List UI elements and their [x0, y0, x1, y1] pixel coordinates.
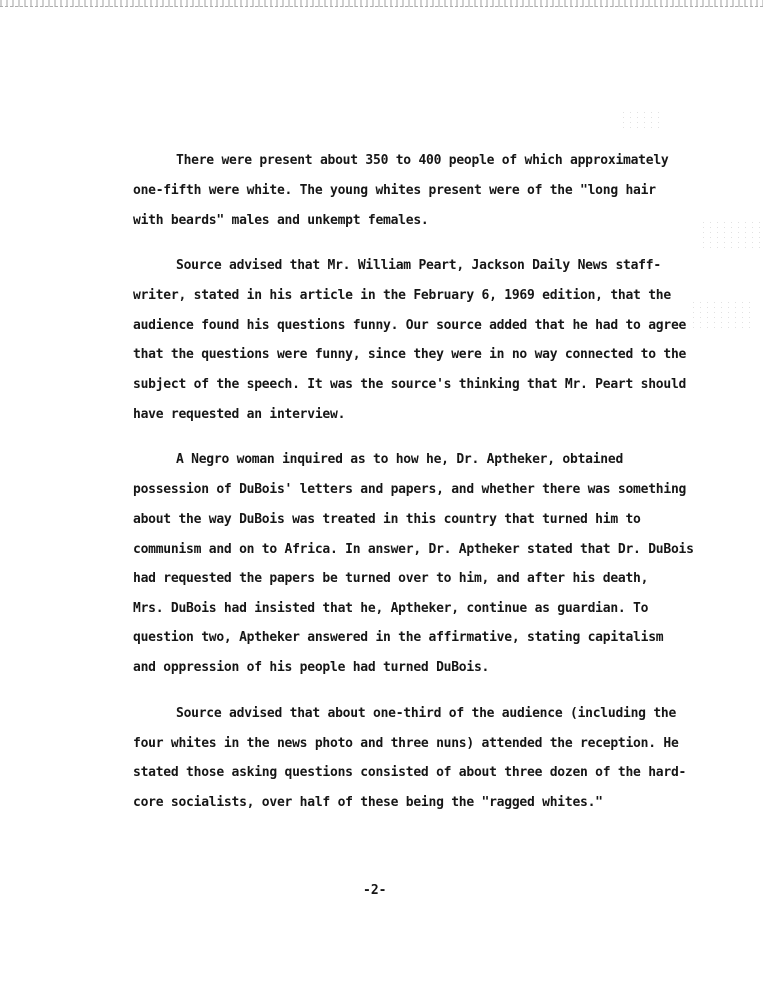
text-line: possession of DuBois' letters and papers, and whether there was something — [133, 482, 687, 497]
text-line: that the questions were funny, since they were in no way connected to the — [133, 347, 687, 362]
text-line: and oppression of his people had turned DuBois. — [133, 660, 490, 675]
text-line: Source advised that about one-third of the audience (including the — [176, 706, 677, 721]
text-line: writer, stated in his article in the February 6, 1969 edition, that the — [133, 288, 671, 303]
text-line: four whites in the news photo and three nuns) attended the reception. He — [133, 736, 679, 751]
text-line: with beards" males and unkempt females. — [133, 213, 429, 228]
text-line: had requested the papers be turned over to him, and after his death, — [133, 571, 649, 586]
page-number: -2- — [363, 883, 387, 898]
text-line: communism and on to Africa. In answer, Dr. Aptheker stated that Dr. DuBois — [133, 542, 694, 557]
text-line: Source advised that Mr. William Peart, Jackson Daily News staff- — [176, 258, 661, 273]
text-line: audience found his questions funny. Our source added that he had to agree — [133, 318, 687, 333]
text-line: question two, Aptheker answered in the affirmative, stating capitalism — [133, 630, 664, 645]
text-line: There were present about 350 to 400 people of which approximately — [176, 153, 669, 168]
text-line: have requested an interview. — [133, 407, 346, 422]
text-line: about the way DuBois was treated in this country that turned him to — [133, 512, 641, 527]
text-line: A Negro woman inquired as to how he, Dr. Aptheker, obtained — [176, 452, 624, 467]
text-line: one-fifth were white. The young whites present were of the "long hair — [133, 183, 656, 198]
text-line: core socialists, over half of these being the "ragged whites." — [133, 795, 603, 810]
text-line: subject of the speech. It was the source's thinking that Mr. Peart should — [133, 377, 687, 392]
text-line: stated those asking questions consisted of about three dozen of the hard- — [133, 765, 687, 780]
text-line: Mrs. DuBois had insisted that he, Aptheker, continue as guardian. To — [133, 601, 649, 616]
